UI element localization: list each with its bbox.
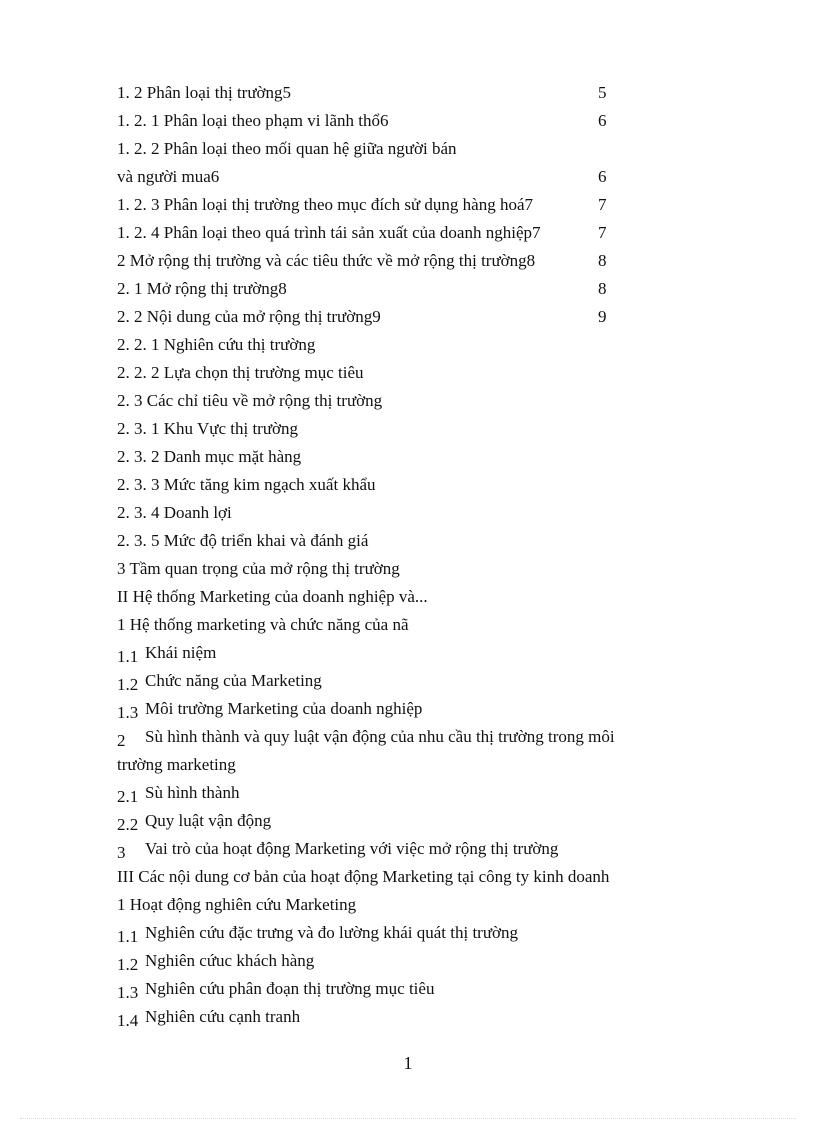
outline-text: Nghiên cứu phân đoạn thị trường mục tiêu [145, 979, 435, 998]
toc-line: 1. 2. 2 Phân loại theo mối quan hệ giữa người bán [117, 139, 457, 158]
outline-number: 1.2 [117, 675, 139, 694]
toc-page-number: 7 [598, 223, 607, 242]
outline-item [117, 978, 434, 1000]
outline-number: 2 [117, 731, 126, 750]
outline-text: Nghiên cứu cạnh tranh [145, 1007, 301, 1026]
toc-page-number: 5 [598, 83, 607, 102]
section-subheading: 1 Hoạt động nghiên cứu Marketing [117, 895, 357, 914]
toc-line: 1. 2. 1 Phân loại theo phạm vi lãnh thổ6 [117, 111, 389, 130]
outline-text: Sù hình thành và quy luật vận động của nhu cầu thị trường trong môi [145, 727, 615, 746]
outline-text: Khái niệm [145, 643, 217, 662]
outline-item [117, 1006, 300, 1028]
outline-number: 1.1 [117, 927, 139, 946]
outline-item [117, 670, 322, 692]
toc-page-number: 6 [598, 111, 607, 130]
toc-page-number: 8 [598, 251, 607, 270]
outline-item [117, 782, 239, 804]
toc-page-number: 9 [598, 307, 607, 326]
toc-page-number: 7 [598, 195, 607, 214]
toc-line: 2. 2 Nội dung của mở rộng thị trường9 [117, 307, 381, 326]
outline-text: Quy luật vận động [145, 811, 272, 830]
toc-line: 2. 1 Mở rộng thị trường8 [117, 279, 287, 298]
outline-text: Môi trường Marketing của doanh nghiệp [145, 699, 423, 718]
outline-number: 1.3 [117, 703, 139, 722]
toc-line: 2. 3. 3 Mức tăng kim ngạch xuất khẩu [117, 475, 376, 494]
outline-number: 2.1 [117, 787, 139, 806]
outline-item [117, 950, 314, 972]
toc-line: 2. 2. 1 Nghiên cứu thị trường [117, 335, 316, 354]
toc-line: 1 Hệ thống marketing và chức năng của nã [117, 615, 409, 634]
outline-number: 2.2 [117, 815, 139, 834]
outline-item [117, 838, 558, 860]
section-heading: III Các nội dung cơ bản của hoạt động Marketing tại công ty kinh doanh [117, 867, 610, 886]
toc-line: 1. 2. 3 Phân loại thị trường theo mục đích sử dụng hàng hoá7 [117, 195, 534, 214]
outline-number: 1.3 [117, 983, 139, 1002]
outline-number: 1.4 [117, 1011, 139, 1030]
outline-item [117, 698, 422, 720]
outline-text: trường marketing [117, 755, 236, 774]
outline-text: Nghiên cứuc khách hàng [145, 951, 315, 970]
toc-line: 1. 2 Phân loại thị trường5 [117, 83, 292, 102]
outline-number: 3 [117, 843, 126, 862]
toc-line: và người mua6 [117, 167, 220, 186]
outline-text: Chức năng của Marketing [145, 671, 322, 690]
outline-item [117, 922, 518, 944]
toc-line: 2. 3. 1 Khu Vực thị trường [117, 419, 299, 438]
outline-number: 1.1 [117, 647, 139, 666]
page-number: 1 [403, 1053, 413, 1073]
toc-line: 3 Tầm quan trọng của mở rộng thị trường [117, 559, 400, 578]
outline-text: Sù hình thành [145, 783, 240, 802]
outline-item [117, 810, 271, 832]
toc-line: 2. 3. 4 Doanh lợi [117, 503, 232, 522]
outline-item [117, 642, 216, 664]
toc-line: 2. 3 Các chỉ tiêu về mở rộng thị trường [117, 391, 383, 410]
outline-text: Nghiên cứu đặc trưng và đo lường khái quát thị trường [145, 923, 519, 942]
outline-item [117, 754, 236, 776]
toc-line: 2 Mở rộng thị trường và các tiêu thức về mở rộng thị trường8 [117, 251, 536, 270]
toc-page-number: 8 [598, 279, 607, 298]
page-bottom-border [20, 1118, 796, 1119]
outline-number: 1.2 [117, 955, 139, 974]
toc-line: II Hệ thống Marketing của doanh nghiệp và... [117, 587, 428, 606]
toc-line: 1. 2. 4 Phân loại theo quá trình tái sản xuất của doanh nghiệp7 [117, 223, 541, 242]
outline-text: Vai trò của hoạt động Marketing với việc mở rộng thị trường [145, 839, 559, 858]
toc-line: 2. 3. 2 Danh mục mặt hàng [117, 447, 302, 466]
toc-page-number: 6 [598, 167, 607, 186]
toc-line: 2. 3. 5 Mức độ triển khai và đánh giá [117, 531, 369, 550]
toc-line: 2. 2. 2 Lựa chọn thị trường mục tiêu [117, 363, 364, 382]
outline-item [117, 726, 615, 748]
